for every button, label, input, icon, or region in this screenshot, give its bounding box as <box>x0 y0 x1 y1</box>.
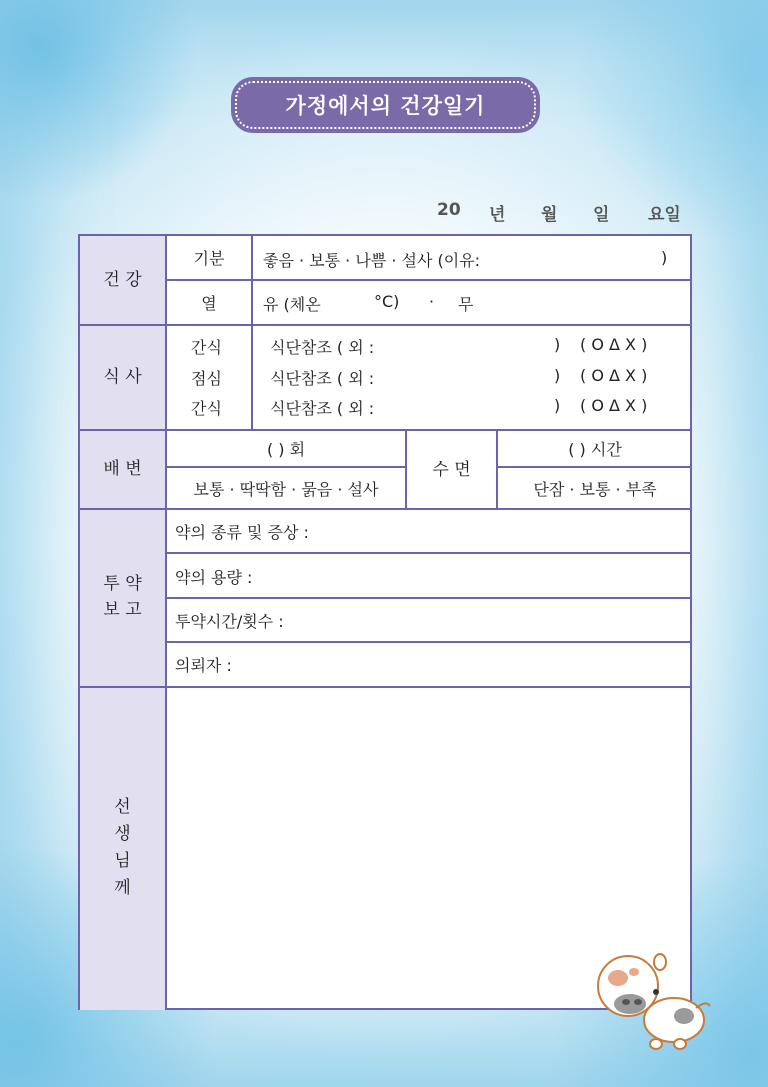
date-month: 월 <box>541 205 558 225</box>
fever-text: 유 (체온 <box>263 295 321 314</box>
mood-label: 기분 <box>193 249 225 268</box>
meal-row-close: ) <box>554 396 561 415</box>
date-row <box>0 200 768 226</box>
medication-row: 투약시간/횟수 : <box>175 612 284 631</box>
bowel-options: 보통 · 딱딱함 · 묽음 · 설사 <box>193 479 379 499</box>
date-day: 일 <box>593 205 610 225</box>
sleep-hours: ( ) 시간 <box>568 440 622 459</box>
meal-row-marks: ( O Δ X ) <box>580 335 648 354</box>
page-title: 가정에서의 건강일기 <box>235 81 536 129</box>
medication-header-line1: 투 약 <box>103 574 142 594</box>
meal-row-text: 식단참조 ( 외 : <box>270 399 375 418</box>
sleep-options: 단잠 · 보통 · 부족 <box>533 479 657 499</box>
medication-row: 약의 종류 및 증상 : <box>175 523 309 542</box>
meal-row-label: 점심 <box>191 369 222 388</box>
fever-label: 열 <box>201 294 217 313</box>
meal-row-text: 식단참조 ( 외 : <box>270 369 375 388</box>
teacher-header-char: 께 <box>114 878 131 898</box>
meal-row-text: 식단참조 ( 외 : <box>270 338 375 357</box>
meal-row-marks: ( O Δ X ) <box>580 366 648 385</box>
meal-row-label: 간식 <box>191 399 222 418</box>
medication-header <box>80 508 165 686</box>
bowel-count: ( ) 회 <box>266 440 306 459</box>
meal-row-close: ) <box>554 366 561 385</box>
fever-no: 무 <box>458 295 474 314</box>
teacher-header-char: 선 <box>114 797 131 817</box>
date-year: 년 <box>489 205 506 225</box>
mood-close: ) <box>661 248 668 267</box>
medication-row: 약의 용량 : <box>175 568 253 587</box>
fever-unit: °C) <box>374 292 400 311</box>
meal-row-close: ) <box>554 335 561 354</box>
health-header: 건 강 <box>80 236 165 324</box>
health-diary-form <box>78 234 692 1010</box>
title-banner <box>231 77 540 133</box>
meal-row-label: 간식 <box>191 338 222 357</box>
medication-header-line2: 보 고 <box>103 600 142 620</box>
cow-mascot-illustration <box>596 948 711 1058</box>
date-year-prefix: 20 <box>437 200 461 220</box>
date-weekday: 요일 <box>648 205 681 225</box>
mood-options: 좋음 · 보통 · 나쁨 · 설사 (이유: <box>263 251 481 270</box>
teacher-header-char: 생 <box>114 824 131 844</box>
bowel-header: 배 변 <box>80 429 165 508</box>
teacher-header-char: 님 <box>114 851 131 871</box>
sleep-header: 수 면 <box>407 431 496 508</box>
meal-row-marks: ( O Δ X ) <box>580 396 648 415</box>
teacher-header <box>80 686 165 1010</box>
fever-dot: · <box>429 292 435 311</box>
medication-row: 의뢰자 : <box>175 656 232 675</box>
meal-header: 식 사 <box>80 324 165 429</box>
